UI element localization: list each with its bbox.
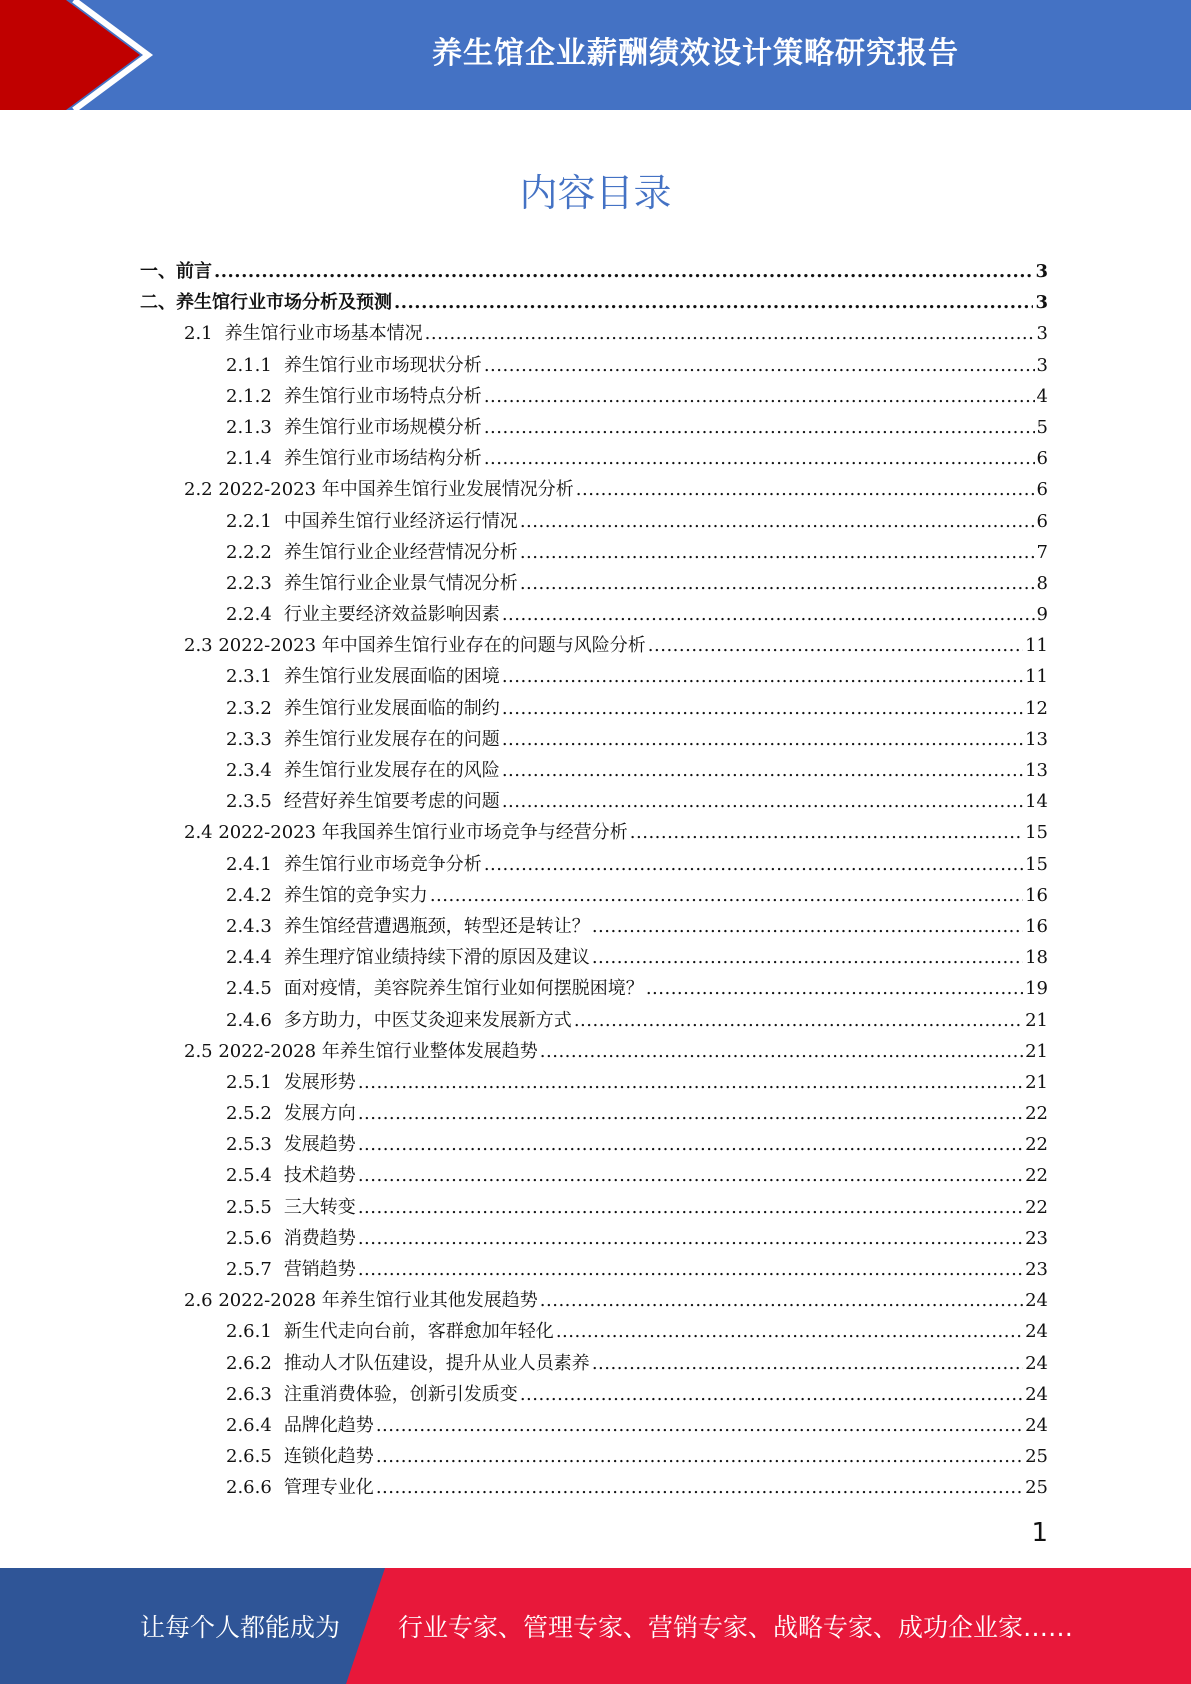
header-band	[0, 0, 1191, 110]
toc-entry[interactable]	[140, 973, 1048, 1004]
toc-entry-text: 2.5 2022-2028 年养生馆行业整体发展趋势	[184, 1040, 538, 1062]
toc-entry-number: 2.4.4	[226, 947, 272, 969]
toc-entry[interactable]	[140, 1285, 1048, 1316]
toc-entry-page: 24	[1025, 1414, 1048, 1436]
toc-entry[interactable]	[140, 911, 1048, 942]
toc-entry[interactable]	[140, 1472, 1048, 1503]
toc-dot-leader	[520, 1379, 1023, 1410]
toc-entry-number: 2.6.1	[226, 1321, 272, 1343]
toc-entry-page: 14	[1025, 791, 1048, 813]
toc-entry-text: 一、前言	[140, 261, 212, 282]
toc-entry[interactable]	[140, 1254, 1048, 1285]
toc-entry-text: 管理专业化	[283, 1477, 374, 1499]
toc-entry-number: 2.2.3	[226, 572, 272, 594]
toc-entry-text: 2.4 2022-2023 年我国养生馆行业市场竞争与经营分析	[184, 822, 628, 844]
toc-entry-number: 2.1.3	[226, 416, 272, 438]
report-title: 养生馆企业薪酬绩效设计策略研究报告	[432, 36, 959, 71]
toc-entry-page: 24	[1025, 1352, 1048, 1374]
toc-entry-page: 22	[1025, 1134, 1048, 1156]
toc-dot-leader	[358, 1254, 1023, 1285]
toc-entry-page: 18	[1025, 947, 1048, 969]
footer-slogan-left: 让每个人都能成为	[140, 1613, 341, 1642]
toc-dot-leader	[358, 1223, 1023, 1254]
toc-entry-page: 6	[1036, 479, 1048, 501]
toc-entry-text: 2.2 2022-2023 年中国养生馆行业发展情况分析	[184, 479, 574, 501]
toc-entry-text: 养生馆经营遭遇瓶颈，转型还是转让？	[283, 915, 590, 937]
toc-entry-text: 养生馆行业市场竞争分析	[283, 853, 482, 875]
toc-dot-leader	[520, 537, 1035, 568]
page-number: 1	[1031, 1518, 1048, 1548]
toc-entry-text: 连锁化趋势	[283, 1446, 374, 1468]
toc-entry-number: 2.1	[184, 323, 213, 345]
toc-entry-number: 2.5.2	[226, 1103, 272, 1125]
footer-slogan-right: 行业专家、管理专家、营销专家、战略专家、成功企业家……	[398, 1613, 1074, 1642]
toc-dot-leader	[484, 443, 1035, 474]
toc-entry-number: 2.6.2	[226, 1352, 272, 1374]
toc-dot-leader	[646, 973, 1023, 1004]
toc-entry-text: 养生馆行业企业经营情况分析	[283, 541, 518, 563]
toc-entry-number: 2.4.6	[226, 1009, 272, 1031]
toc-entry[interactable]	[140, 1160, 1048, 1191]
toc-entry[interactable]	[140, 1129, 1048, 1160]
toc-dot-leader	[592, 911, 1023, 942]
toc-entry-text: 养生馆行业发展面临的制约	[283, 697, 500, 719]
toc-entry-page: 15	[1025, 822, 1048, 844]
toc-entry-page: 21	[1025, 1040, 1048, 1062]
toc-entry[interactable]	[140, 1410, 1048, 1441]
toc-entry-number: 2.2.4	[226, 604, 272, 626]
toc-dot-leader	[425, 318, 1035, 349]
toc-dot-leader	[358, 1129, 1023, 1160]
toc-entry[interactable]	[140, 1005, 1048, 1036]
toc-entry-number: 2.6.3	[226, 1383, 272, 1405]
toc-entry-text: 养生馆行业市场特点分析	[283, 385, 482, 407]
toc-dot-leader	[540, 1285, 1023, 1316]
toc-entry-number: 2.3.1	[226, 666, 272, 688]
toc-entry-number: 2.1.4	[226, 448, 272, 470]
toc-entry-number: 2.6.5	[226, 1446, 272, 1468]
toc-entry-page: 6	[1036, 510, 1048, 532]
toc-entry-text: 养生馆行业市场基本情况	[224, 323, 423, 345]
toc-entry-text: 养生馆行业市场规模分析	[283, 416, 482, 438]
toc-dot-leader	[484, 381, 1035, 412]
toc-entry[interactable]	[140, 755, 1048, 786]
toc-dot-leader	[502, 786, 1023, 817]
toc-entry[interactable]	[140, 1379, 1048, 1410]
toc-entry-text: 消费趋势	[283, 1227, 356, 1249]
toc-dot-leader	[502, 693, 1023, 724]
toc-entry[interactable]	[140, 412, 1048, 443]
toc-entry-page: 25	[1025, 1446, 1048, 1468]
toc-entry[interactable]	[140, 381, 1048, 412]
toc-dot-leader	[630, 817, 1023, 848]
toc-entry-text: 品牌化趋势	[283, 1414, 374, 1436]
toc-entry[interactable]	[140, 1067, 1048, 1098]
toc-entry-number: 2.4.2	[226, 884, 272, 906]
toc-entry[interactable]	[140, 880, 1048, 911]
toc-entry-text: 面对疫情，美容院养生馆行业如何摆脱困境？	[283, 978, 644, 1000]
toc-entry[interactable]	[140, 1316, 1048, 1347]
toc-entry-page: 22	[1025, 1165, 1048, 1187]
toc-entry-text: 养生馆行业发展面临的困境	[283, 666, 500, 688]
toc-entry[interactable]	[140, 724, 1048, 755]
toc-entry-page: 13	[1025, 760, 1048, 781]
toc-dot-leader	[214, 256, 1033, 287]
toc-dot-leader	[376, 1472, 1023, 1503]
toc-entry-number: 2.1.2	[226, 385, 272, 407]
toc-entry-page: 22	[1025, 1103, 1048, 1125]
toc-entry-page: 24	[1025, 1321, 1048, 1343]
toc-entry[interactable]	[140, 318, 1048, 349]
toc-dot-leader	[648, 630, 1023, 661]
toc-dot-leader	[502, 724, 1023, 755]
toc-entry-number: 2.5.1	[226, 1071, 272, 1093]
toc-entry[interactable]	[140, 568, 1048, 599]
toc-entry-page: 23	[1025, 1259, 1048, 1280]
toc-entry-page: 11	[1025, 635, 1048, 657]
header-arrow-icon	[0, 0, 160, 110]
toc-entry[interactable]	[140, 661, 1048, 692]
toc-entry-number: 2.5.6	[226, 1227, 272, 1249]
toc-entry[interactable]	[140, 537, 1048, 568]
toc-entry-page: 24	[1025, 1290, 1048, 1312]
toc-entry-text: 养生馆行业市场现状分析	[283, 354, 482, 376]
footer-band	[0, 1568, 1191, 1684]
toc-entry-text: 2.3 2022-2023 年中国养生馆行业存在的问题与风险分析	[184, 635, 646, 657]
toc-entry-page: 19	[1025, 978, 1048, 1000]
toc-entry-text: 三大转变	[283, 1196, 356, 1218]
toc-entry-page: 15	[1025, 853, 1048, 875]
toc-entry-page: 13	[1025, 728, 1048, 750]
toc-entry-page: 24	[1025, 1383, 1048, 1405]
toc-entry-page: 3	[1035, 292, 1048, 314]
toc-entry-number: 2.5.5	[226, 1196, 272, 1218]
toc-entry[interactable]	[140, 1223, 1048, 1254]
toc-dot-leader	[484, 350, 1035, 381]
toc-entry-text: 发展方向	[283, 1103, 356, 1125]
toc-entry[interactable]	[140, 1441, 1048, 1472]
toc-dot-leader	[592, 1348, 1023, 1379]
toc-entry[interactable]	[140, 786, 1048, 817]
toc-dot-leader	[574, 1005, 1023, 1036]
toc-entry-number: 2.3.5	[226, 791, 272, 813]
toc-entry-page: 11	[1025, 666, 1048, 688]
toc-entry-text: 养生馆行业发展存在的风险	[283, 760, 500, 781]
toc-entry[interactable]	[140, 506, 1048, 537]
toc-entry-page: 16	[1025, 884, 1048, 906]
toc-entry-text: 注重消费体验，创新引发质变	[283, 1383, 518, 1405]
toc-dot-leader	[520, 568, 1035, 599]
toc-entry-text: 养生理疗馆业绩持续下滑的原因及建议	[283, 947, 590, 969]
toc-entry-number: 2.2.2	[226, 541, 272, 563]
table-of-contents	[140, 256, 1048, 1504]
toc-dot-leader	[484, 412, 1035, 443]
toc-dot-leader	[376, 1410, 1023, 1441]
toc-entry-page: 9	[1036, 604, 1048, 626]
toc-entry-page: 8	[1036, 572, 1048, 594]
toc-entry-page: 3	[1035, 261, 1048, 282]
toc-entry[interactable]	[140, 1036, 1048, 1067]
toc-entry-text: 发展趋势	[283, 1134, 356, 1156]
toc-dot-leader	[576, 474, 1035, 505]
toc-entry-text: 经营好养生馆要考虑的问题	[283, 791, 500, 813]
toc-entry-number: 2.6.4	[226, 1414, 272, 1436]
toc-dot-leader	[520, 506, 1035, 537]
toc-entry-number: 2.2.1	[226, 510, 272, 532]
toc-entry[interactable]	[140, 287, 1048, 318]
toc-entry-number: 2.6.6	[226, 1477, 272, 1499]
toc-dot-leader	[484, 849, 1023, 880]
toc-entry-number: 2.3.2	[226, 697, 272, 719]
toc-entry-page: 4	[1036, 385, 1048, 407]
toc-entry[interactable]	[140, 1098, 1048, 1129]
toc-entry-text: 发展形势	[283, 1071, 356, 1093]
toc-entry[interactable]	[140, 1192, 1048, 1223]
toc-entry-number: 2.3.4	[226, 760, 272, 781]
toc-entry-text: 推动人才队伍建设，提升从业人员素养	[283, 1352, 590, 1374]
toc-entry-number: 2.3.3	[226, 728, 272, 750]
toc-dot-leader	[556, 1316, 1023, 1347]
toc-entry-number: 2.4.3	[226, 915, 272, 937]
toc-entry[interactable]	[140, 630, 1048, 661]
toc-entry-text: 多方助力，中医艾灸迎来发展新方式	[283, 1009, 572, 1031]
toc-dot-leader	[376, 1441, 1023, 1472]
toc-entry-text: 行业主要经济效益影响因素	[283, 604, 500, 626]
toc-dot-leader	[502, 661, 1023, 692]
toc-entry-number: 2.5.7	[226, 1259, 272, 1280]
toc-entry-number: 2.1.1	[226, 354, 272, 376]
toc-entry-text: 养生馆的竞争实力	[283, 884, 428, 906]
toc-entry-page: 16	[1025, 915, 1048, 937]
toc-entry[interactable]	[140, 817, 1048, 848]
toc-entry-text: 2.6 2022-2028 年养生馆行业其他发展趋势	[184, 1290, 538, 1312]
toc-entry-page: 3	[1036, 354, 1048, 376]
toc-entry-number: 2.4.1	[226, 853, 272, 875]
toc-dot-leader	[502, 599, 1035, 630]
toc-entry-page: 23	[1025, 1227, 1048, 1249]
toc-entry[interactable]	[140, 849, 1048, 880]
toc-entry-text: 技术趋势	[283, 1165, 356, 1187]
toc-dot-leader	[502, 755, 1023, 786]
toc-entry-text: 养生馆行业企业景气情况分析	[283, 572, 518, 594]
toc-entry[interactable]	[140, 693, 1048, 724]
toc-entry-page: 21	[1025, 1071, 1048, 1093]
toc-entry[interactable]	[140, 256, 1048, 287]
toc-entry-page: 5	[1036, 416, 1048, 438]
toc-entry-text: 中国养生馆行业经济运行情况	[283, 510, 518, 532]
toc-entry[interactable]	[140, 474, 1048, 505]
toc-entry[interactable]	[140, 1348, 1048, 1379]
toc-entry-number: 2.5.3	[226, 1134, 272, 1156]
toc-dot-leader	[358, 1160, 1023, 1191]
toc-entry-page: 3	[1036, 323, 1048, 345]
toc-dot-leader	[358, 1192, 1023, 1223]
toc-entry-page: 7	[1036, 541, 1048, 563]
toc-entry[interactable]	[140, 350, 1048, 381]
toc-entry-text: 二、养生馆行业市场分析及预测	[140, 292, 392, 314]
toc-dot-leader	[540, 1036, 1023, 1067]
toc-dot-leader	[358, 1098, 1023, 1129]
toc-entry-page: 12	[1025, 697, 1048, 719]
toc-entry-number: 2.4.5	[226, 978, 272, 1000]
toc-dot-leader	[358, 1067, 1023, 1098]
toc-entry-page: 21	[1025, 1009, 1048, 1031]
toc-dot-leader	[394, 287, 1033, 318]
toc-entry-number: 2.5.4	[226, 1165, 272, 1187]
toc-entry-text: 养生馆行业市场结构分析	[283, 448, 482, 470]
toc-title: 内容目录	[519, 171, 672, 215]
toc-entry-page: 25	[1025, 1477, 1048, 1499]
toc-entry[interactable]	[140, 599, 1048, 630]
toc-entry[interactable]	[140, 443, 1048, 474]
toc-entry-page: 6	[1036, 448, 1048, 470]
toc-dot-leader	[592, 942, 1023, 973]
toc-entry-page: 22	[1025, 1196, 1048, 1218]
toc-entry[interactable]	[140, 942, 1048, 973]
toc-entry-text: 养生馆行业发展存在的问题	[283, 728, 500, 750]
toc-dot-leader	[430, 880, 1023, 911]
toc-entry-text: 新生代走向台前，客群愈加年轻化	[283, 1321, 554, 1343]
toc-entry-text: 营销趋势	[283, 1259, 356, 1280]
